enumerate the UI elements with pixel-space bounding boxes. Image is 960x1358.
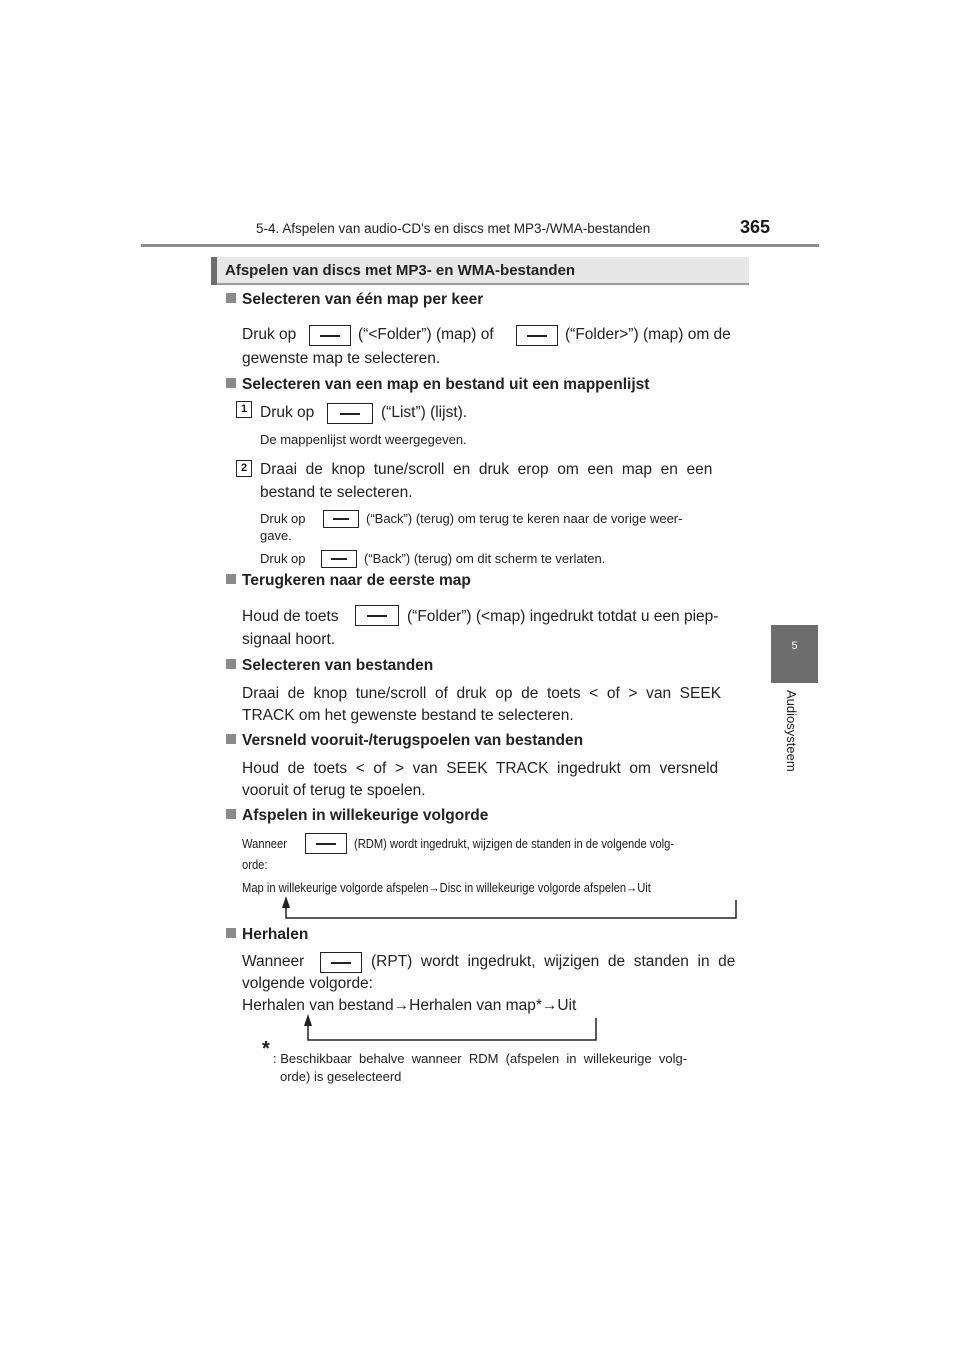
cycle-return-arrow-icon [278,896,742,922]
text: bestand te selecteren. [260,484,413,501]
bullet-square-icon [226,809,236,819]
bullet-square-icon [226,378,236,388]
heading-text: Afspelen in willekeurige volgorde [242,807,489,824]
text: Wanneer [242,953,305,970]
cycle-sequence: Herhalen van bestand→Herhalen van map*→Uit [242,997,577,1014]
note: De mappenlijst wordt weergegeven. [260,432,467,447]
chapter-tab-label: Audiosysteem [784,690,799,772]
text: (RPT) wordt ingedrukt, wijzigen de standen in de [371,953,736,970]
footnote: : Beschikbaar behalve wanneer RDM (afspelen in willekeurige volg- [273,1051,688,1066]
text: (“List”) (lijst). [381,404,468,421]
heading-repeat [226,926,308,944]
text: TRACK om het gewenste bestand te selecteren. [242,707,574,724]
bullet-square-icon [226,659,236,669]
rdm-button-icon [305,833,347,854]
heading-select-folder [226,291,483,309]
text: Draai de knop tune/scroll of druk op de toets < of > van SEEK [242,685,722,702]
header-rule [141,244,819,247]
step-number-2: 2 [236,460,252,477]
bullet-square-icon [226,734,236,744]
folder-next-button-icon [516,325,558,346]
text: Druk op [242,326,297,343]
text: Draai de knop tune/scroll en druk erop om een map en een [260,461,713,478]
footnote-marker: * [262,1038,270,1060]
note: Druk op [260,551,306,566]
step-number-1: 1 [236,401,252,418]
back-button-icon [323,510,359,528]
text: (“<Folder”) (map) of [358,326,494,343]
page-number: 365 [740,217,771,237]
folder-button-icon [355,605,399,626]
bullet-square-icon [226,928,236,938]
cycle-sequence: Map in willekeurige volgorde afspelen→Disc in willekeurige volgorde afspelen→Uit [242,880,651,895]
note: gave. [260,528,292,543]
text: Wanneer [242,836,287,851]
bullet-square-icon [226,574,236,584]
text: volgende volgorde: [242,975,373,992]
back-button-icon [321,550,357,568]
heading-text: Selecteren van één map per keer [242,291,484,308]
text: vooruit of terug te spoelen. [242,782,426,799]
bullet-square-icon [226,293,236,303]
section-title-bar [211,257,217,285]
heading-fast-forward [226,732,583,750]
text: (“Folder”) (<map) ingedrukt totdat u een piep- [407,608,719,625]
folder-prev-button-icon [309,325,351,346]
heading-random [226,807,488,825]
text: (“Folder>”) (map) om de [565,326,731,343]
heading-folder-list [226,376,649,394]
heading-text: Herhalen [242,926,309,943]
text: Houd de toets < of > van SEEK TRACK ingedrukt om versneld [242,760,719,777]
cycle-return-arrow-icon [300,1014,602,1044]
text: orde: [242,857,268,872]
text: gewenste map te selecteren. [242,350,441,367]
list-button-icon [327,403,373,424]
rpt-button-icon [320,952,362,973]
note: (“Back”) (terug) om dit scherm te verlaten. [364,551,606,566]
heading-text: Terugkeren naar de eerste map [242,572,471,589]
text: Druk op [260,404,315,421]
chapter-tab [771,625,818,683]
heading-first-folder [226,572,471,590]
heading-select-files [226,657,433,675]
heading-text: Selecteren van een map en bestand uit een mappenlijst [242,376,650,393]
heading-text: Versneld vooruit-/terugspoelen van bestanden [242,732,584,749]
section-title: Afspelen van discs met MP3- en WMA-bestanden [225,262,576,279]
text: signaal hoort. [242,631,336,648]
text: (RDM) wordt ingedrukt, wijzigen de standen in de volgende volg- [354,836,675,851]
heading-text: Selecteren van bestanden [242,657,434,674]
chapter-tab-number: 5 [791,640,798,652]
chapter-header: 5-4. Afspelen van audio-CD's en discs met MP3-/WMA-bestanden [256,221,651,236]
note: Druk op [260,511,306,526]
text: Houd de toets [242,608,339,625]
note: (“Back”) (terug) om terug te keren naar de vorige weer- [366,511,683,526]
footnote: orde) is geselecteerd [280,1069,402,1084]
